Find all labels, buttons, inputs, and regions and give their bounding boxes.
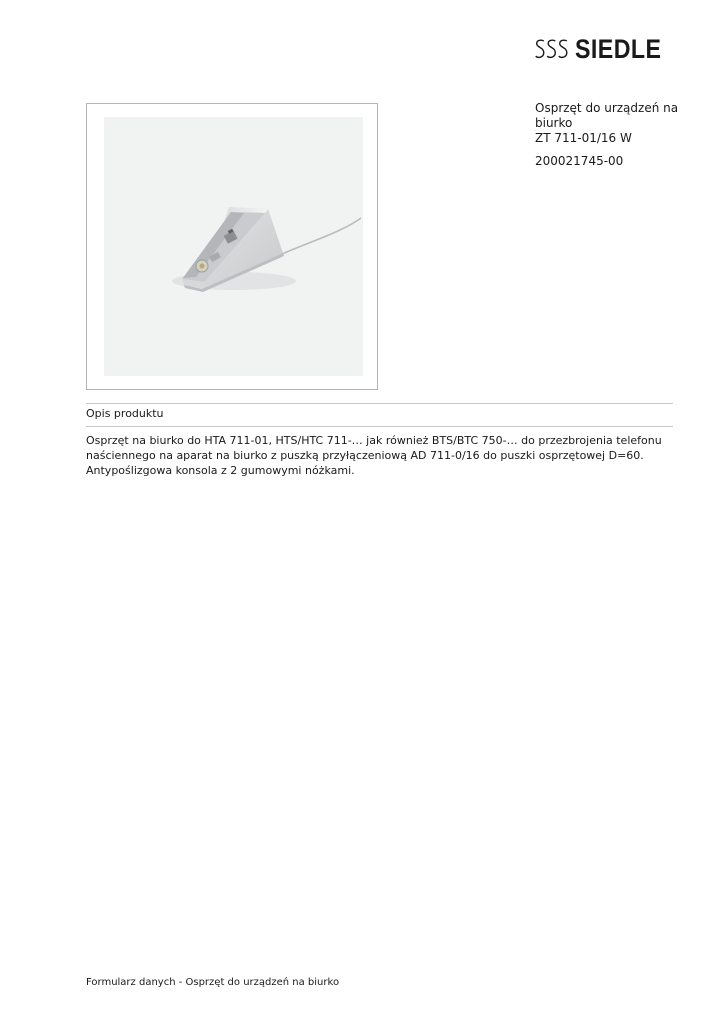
product-photo	[104, 117, 363, 376]
brand-logo	[534, 34, 676, 64]
product-info	[535, 101, 685, 169]
product-image-frame	[86, 103, 378, 390]
product-title-line-1: Osprzęt do urządzeń na	[535, 101, 679, 115]
section-title: Opis produktu	[86, 407, 164, 420]
desk-stand-photo	[104, 117, 363, 376]
product-description: Osprzęt na biurko do HTA 711-01, HTS/HTC 711-… jak również BTS/BTC 750-… do przezbrojenia telefonu naściennego na aparat na biurko z puszką przyłączeniową AD 711-0/16 do puszki osprzętowej D=60. Antypoślizgowa konsola z 2 gumowymi nóżkami.	[86, 434, 662, 477]
product-model: ZT 711-01/16 W	[535, 131, 632, 145]
article-number: 200021745-00	[535, 154, 624, 168]
sss-logo-icon	[534, 35, 569, 63]
section-divider-top	[86, 403, 673, 404]
footer-text: Formularz danych - Osprzęt do urządzeń na biurko	[86, 977, 340, 988]
brand-name: SIEDLE	[575, 34, 662, 64]
section-divider-bottom	[86, 426, 673, 427]
product-title-line-2: biurko	[535, 116, 573, 130]
